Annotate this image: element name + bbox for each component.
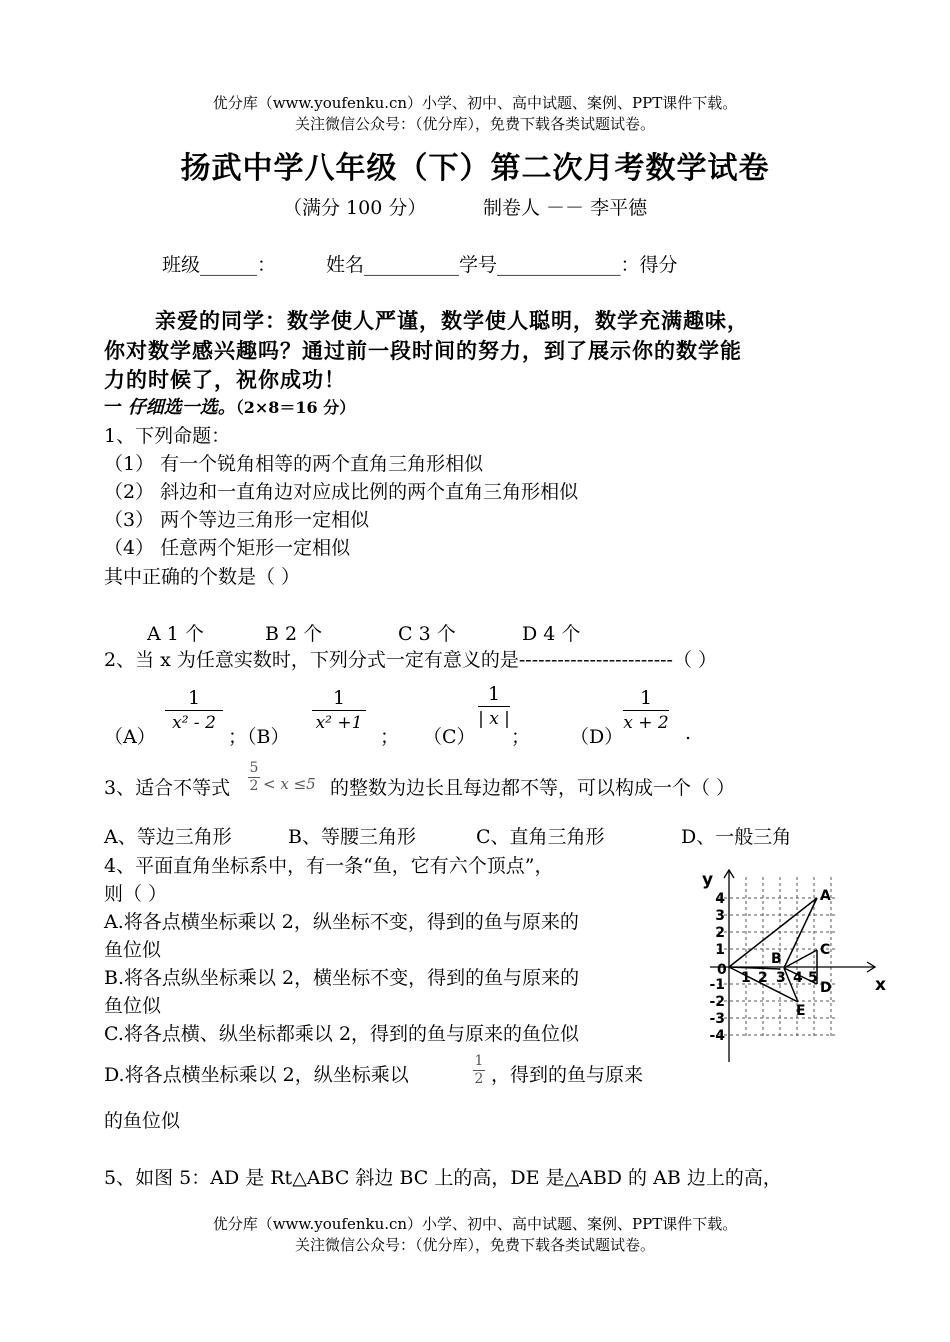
- q2-fraction-c: [478, 682, 510, 731]
- q2-label-c: （C）: [423, 726, 476, 748]
- q2-sep-2: ；: [511, 726, 531, 748]
- page-title: 扬武中学八年级（下）第二次月考数学试卷: [180, 151, 770, 186]
- fraction-numerator: 1: [187, 687, 201, 709]
- fraction-denominator: x² +1: [315, 713, 363, 733]
- q3-option-c: C、直角三角形: [476, 826, 605, 848]
- class-field: 班级______：: [162, 254, 277, 276]
- x-tick-2: 2: [758, 970, 768, 986]
- x-tick-3: 3: [776, 970, 786, 986]
- q4-option-c: C.将各点横、纵坐标都乘以 2，得到的鱼与原来的鱼位似: [104, 1023, 580, 1045]
- q2-fraction-a: [165, 686, 223, 735]
- fraction-denominator: 2: [249, 778, 259, 794]
- author: 制卷人 －－ 李平德: [483, 197, 648, 219]
- q3-option-d: D、一般三角: [681, 826, 792, 848]
- q4-option-d-1b: ，得到的鱼与原来: [491, 1064, 644, 1086]
- header-line-1: 优分库（www.youfenku.cn）小学、初中、高中试题、案例、PPT课件下载。: [212, 94, 738, 112]
- q2-period: .: [685, 722, 692, 744]
- q4-option-b-2: 鱼位似: [104, 995, 162, 1017]
- y-tick-2: 2: [715, 925, 725, 941]
- q2-fraction-b: [312, 686, 366, 735]
- q3-inequality: < x ≤5: [263, 775, 316, 793]
- fraction-numerator: 1: [474, 1053, 484, 1069]
- q3-fraction: [248, 760, 260, 795]
- y-tick-1: 1: [715, 942, 725, 958]
- q4-option-d-2: 的鱼位似: [104, 1110, 181, 1132]
- fraction-numerator: 1: [487, 683, 501, 705]
- section-name: 仔细选一选。: [127, 397, 236, 418]
- footer-line-2: 关注微信公众号：（优分库），免费下载各类试题试卷。: [294, 1236, 655, 1254]
- q2-label-a: （A）: [104, 726, 156, 748]
- q2-label-b: ；（B）: [228, 726, 290, 748]
- intro-line-2: 你对数学感兴趣吗？通过前一段时间的努力，到了展示你的数学能: [104, 338, 742, 363]
- q4-fraction: [473, 1053, 485, 1088]
- q4-stem-1: 4、平面直角坐标系中，有一条“鱼，它有六个顶点”，: [104, 855, 554, 877]
- q1-item-4: （4） 任意两个矩形一定相似: [104, 537, 351, 559]
- section-points: （2×8＝16 分）: [235, 398, 356, 417]
- intro-line-1: 亲爱的同学：数学使人严谨，数学使人聪明，数学充满趣味，: [155, 308, 749, 333]
- q3-stem-b: 的整数为边长且每边都不等，可以构成一个（ ）: [330, 777, 736, 799]
- name-id-score-field: 姓名__________学号_____________：得分: [326, 254, 678, 276]
- x-tick-4: 4: [793, 970, 803, 986]
- y-tick-neg2: -2: [709, 994, 725, 1010]
- fraction-numerator: 5: [249, 760, 259, 776]
- q1-option-b: B 2 个: [265, 623, 323, 645]
- footer-line-1: 优分库（www.youfenku.cn）小学、初中、高中试题、案例、PPT课件下载。: [212, 1215, 738, 1233]
- q5-stem: 5、如图 5：AD 是 Rt△ABC 斜边 BC 上的高，DE 是△ABD 的 AB 边上的高，: [104, 1167, 782, 1189]
- full-score: （满分 100 分）: [283, 197, 427, 219]
- vertex-c: C: [820, 942, 831, 958]
- origin-label: 0: [717, 962, 727, 978]
- y-tick-neg1: -1: [709, 977, 725, 993]
- y-tick-neg4: -4: [709, 1028, 725, 1044]
- x-tick-5: 5: [808, 970, 818, 986]
- q4-option-a-1: A.将各点横坐标乘以 2，纵坐标不变，得到的鱼与原来的: [104, 911, 579, 933]
- fraction-denominator: x + 2: [623, 713, 669, 733]
- vertex-e: E: [796, 1003, 806, 1019]
- y-tick-3: 3: [715, 908, 725, 924]
- q1-option-d: D 4 个: [522, 623, 581, 645]
- y-tick-4: 4: [715, 891, 725, 907]
- x-tick-1: 1: [741, 970, 751, 986]
- q1-option-a: A 1 个: [147, 623, 204, 645]
- q4-option-a-2: 鱼位似: [104, 939, 162, 961]
- q2-stem: 2、当 x 为任意实数时，下列分式一定有意义的是------------------------（ ）: [104, 649, 718, 671]
- fraction-denominator: | x |: [478, 709, 510, 729]
- q1-item-1: （1） 有一个锐角相等的两个直角三角形相似: [104, 453, 484, 475]
- section-number: 一: [104, 397, 122, 418]
- q1-item-2: （2） 斜边和一直角边对应成比例的两个直角三角形相似: [104, 481, 579, 503]
- q1-item-3: （3） 两个等边三角形一定相似: [104, 509, 370, 531]
- y-tick-neg3: -3: [709, 1011, 725, 1027]
- q3-option-b: B、等腰三角形: [288, 826, 416, 848]
- x-axis-label: x: [875, 975, 886, 995]
- fraction-numerator: 1: [332, 687, 346, 709]
- q4-stem-2: 则（ ）: [104, 883, 168, 905]
- y-axis-label: y: [702, 870, 714, 890]
- fish-coordinate-figure: [690, 862, 895, 1067]
- q2-sep-1: ；: [380, 726, 400, 748]
- q2-label-d: （D）: [570, 726, 624, 748]
- fish-outline: [729, 898, 817, 1002]
- intro-line-3: 力的时候了，祝你成功！: [104, 367, 346, 392]
- q3-option-a: A、等边三角形: [104, 826, 232, 848]
- q1-ask: 其中正确的个数是（ ）: [104, 566, 301, 588]
- vertex-a: A: [820, 888, 831, 904]
- q4-option-d-1a: D.将各点横坐标乘以 2，纵坐标乘以: [104, 1064, 409, 1086]
- fraction-numerator: 1: [639, 687, 653, 709]
- vertex-d: D: [820, 980, 832, 996]
- q2-fraction-d: [623, 686, 669, 735]
- fraction-denominator: x² - 2: [172, 713, 216, 733]
- section-1-heading: [104, 393, 355, 419]
- figure-axes: [710, 870, 875, 1062]
- vertex-b: B: [771, 951, 782, 967]
- q1-option-c: C 3 个: [398, 623, 456, 645]
- q1-stem: 1、下列命题：: [104, 425, 231, 447]
- fraction-denominator: 2: [474, 1071, 484, 1087]
- q3-stem-a: 3、适合不等式: [104, 777, 231, 799]
- header-line-2: 关注微信公众号：（优分库），免费下载各类试题试卷。: [294, 115, 655, 133]
- q4-option-b-1: B.将各点纵坐标乘以 2，横坐标不变，得到的鱼与原来的: [104, 967, 580, 989]
